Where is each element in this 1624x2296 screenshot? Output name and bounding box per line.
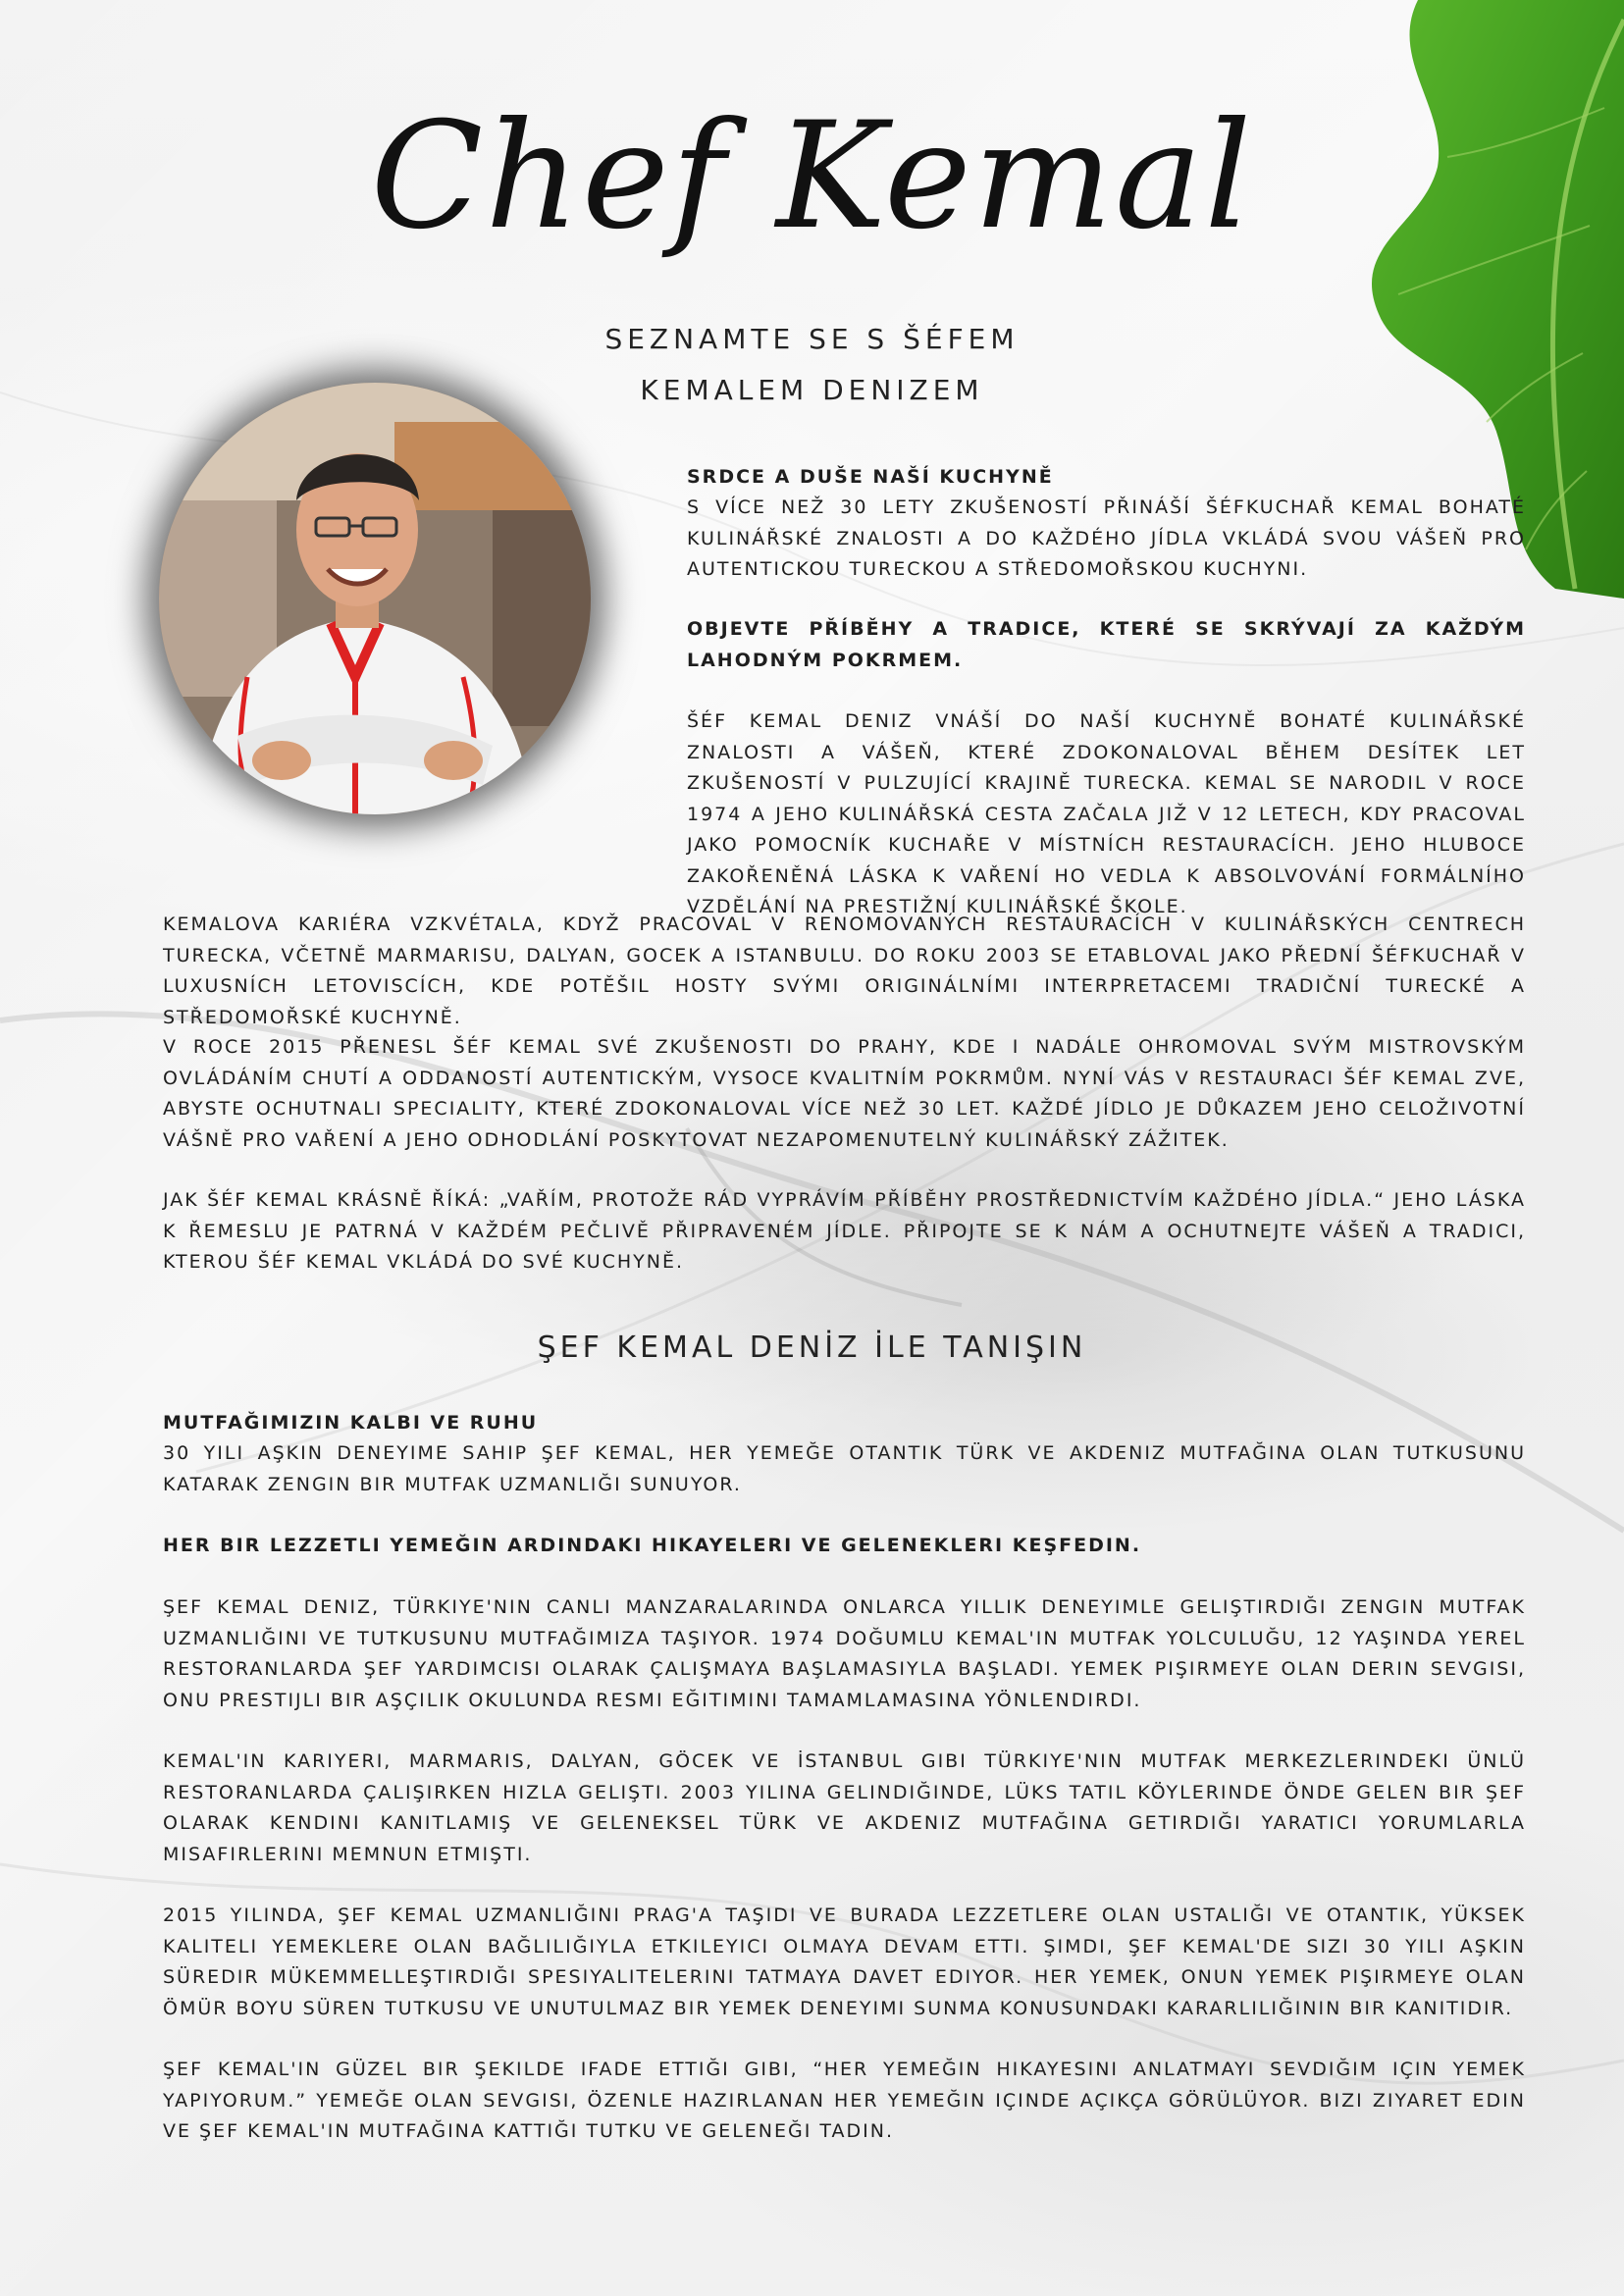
cz-subheading: SRDCE A DUŠE NAŠÍ KUCHYNĚ — [687, 466, 1054, 488]
tr-paragraph-4: ŞEF KEMAL'IN GÜZEL BIR ŞEKILDE IFADE ETTIĞI GIBI, “HER YEMEĞIN HIKAYESINI ANLATMAYI SEVDIĞIM IÇIN YEMEK YAPIYORUM.” YEMEĞE OLAN SEVGISI, ÖZENLE HAZIRLANAN HER YEMEĞIN IÇINDE AÇIKÇA GÖRÜLÜYOR. BIZI ZIYARET EDIN VE ŞEF KEMAL'IN MUTFAĞINA KATTIĞI TUTKU VE GELENEĞI TADIN. — [163, 2059, 1526, 2142]
cz-paragraph-3: V ROCE 2015 PŘENESL ŠÉF KEMAL SVÉ ZKUŠENOSTI DO PRAHY, KDE I NADÁLE OHROMOVAL SVÝM MISTROVSKÝM OVLÁDÁNÍM CHUTÍ A ODDANOSTÍ AUTENTICKÝM, VYSOCE KVALITNÍM POKRMŮM. NYNÍ VÁS V RESTAURACI ŠÉF KEMAL ZVE, ABYSTE OCHUTNALI SPECIALITY, KTERÉ ZDOKONALOVAL VÍCE NEŽ 30 LET. KAŽDÉ JÍDLO JE DŮKAZEM JEHO CELOŽIVOTNÍ VÁŠNĚ PRO VAŘENÍ A JEHO ODHODLÁNÍ POSKYTOVAT NEZAPOMENUTELNÝ KULINÁŘSKÝ ZÁŽITEK. — [163, 1036, 1526, 1151]
page-title: Chef Kemal — [370, 91, 1254, 262]
cz-paragraph-1: ŠÉF KEMAL DENIZ VNÁŠÍ DO NAŠÍ KUCHYNĚ BOHATÉ KULINÁŘSKÉ ZNALOSTI A VÁŠEŇ, KTERÉ ZDOKONALOVAL BĚHEM DESÍTEK LET ZKUŠENOSTÍ V PULZUJÍCÍ KRAJINĚ TURECKA. KEMAL SE NARODIL V ROCE 1974 A JEHO KULINÁŘSKÁ CESTA ZAČALA JIŽ V 12 LETECH, KDY PRACOVAL JAKO POMOCNÍK KUCHAŘE V MÍSTNÍCH RESTAURACÍCH. JEHO HLUBOCE ZAKOŘENĚNÁ LÁSKA K VAŘENÍ HO VEDLA K ABSOLVOVÁNÍ FORMÁLNÍHO VZDĚLÁNÍ NA PRESTIŽNÍ KULINÁŘSKÉ ŠKOLE. — [687, 710, 1526, 917]
cz-tagline: OBJEVTE PŘÍBĚHY A TRADICE, KTERÉ SE SKRÝVAJÍ ZA KAŽDÝM LAHODNÝM POKRMEM. — [687, 618, 1526, 671]
cz-heading-line-1: SEZNAMTE SE S ŠÉFEM — [604, 323, 1020, 355]
tr-paragraph-2: KEMAL'IN KARIYERI, MARMARIS, DALYAN, GÖCEK VE İSTANBUL GIBI TÜRKIYE'NIN MUTFAK MERKEZLERINDEKI ÜNLÜ RESTORANLARDA ÇALIŞIRKEN HIZLA GELIŞTI. 2003 YILINA GELINDIĞINDE, LÜKS TATIL KÖYLERINDE ÖNDE GELEN BIR ŞEF OLARAK KENDINI KANITLAMIŞ VE GELENEKSEL TÜRK VE AKDENIZ MUTFAĞINA GETIRDIĞI YARATICI YORUMLARLA MISAFIRLERINI MEMNUN ETMIŞTI. — [163, 1750, 1526, 1865]
tr-paragraph-1: ŞEF KEMAL DENIZ, TÜRKIYE'NIN CANLI MANZARALARINDA ONLARCA YILLIK DENEYIMLE GELIŞTIRDIĞI ZENGIN MUTFAK UZMANLIĞINI VE TUTKUSUNU MUTFAĞIMIZA TAŞIYOR. 1974 DOĞUMLU KEMAL'IN MUTFAK YOLCULUĞU, 12 YAŞINDA YEREL RESTORANLARDA ŞEF YARDIMCISI OLARAK ÇALIŞMAYA BAŞLAMASIYLA BAŞLADI. YEMEK PIŞIRMEYE OLAN DERIN SEVGISI, ONU PRESTIJLI BIR AŞÇILIK OKULUNDA RESMI EĞITIMINI TAMAMLAMASINA YÖNLENDIRDI. — [163, 1596, 1526, 1711]
cz-intro: S VÍCE NEŽ 30 LETY ZKUŠENOSTÍ PŘINÁŠÍ ŠÉFKUCHAŘ KEMAL BOHATÉ KULINÁŘSKÉ ZNALOSTI A DO KAŽDÉHO JÍDLA VKLÁDÁ SVOU VÁŠEŇ PRO AUTENTICKOU TURECKOU A STŘEDOMOŘSKOU KUCHYNI. — [687, 496, 1526, 580]
cz-paragraph-4: JAK ŠÉF KEMAL KRÁSNĚ ŘÍKÁ: „VAŘÍM, PROTOŽE RÁD VYPRÁVÍM PŘÍBĚHY PROSTŘEDNICTVÍM KAŽDÉHO JÍDLA.“ JEHO LÁSKA K ŘEMESLU JE PATRNÁ V KAŽDÉM PEČLIVĚ PŘIPRAVENÉM JÍDLE. PŘIPOJTE SE K NÁM A OCHUTNEJTE VÁŠEŇ A TRADICI, KTEROU ŠÉF KEMAL VKLÁDÁ DO SVÉ KUCHYNĚ. — [163, 1189, 1526, 1273]
tr-paragraph-3: 2015 YILINDA, ŞEF KEMAL UZMANLIĞINI PRAG'A TAŞIDI VE BURADA LEZZETLERE OLAN USTALIĞI VE OTANTIK, YÜKSEK KALITELI YEMEKLERE OLAN BAĞLILIĞIYLA ETKILEYICI OLMAYA DEVAM ETTI. ŞIMDI, ŞEF KEMAL'DE SIZI 30 YILI AŞKIN SÜREDIR MÜKEMMELLEŞTIRDIĞI SPESIYALITELERINI TATMAYA DAVET EDIYOR. HER YEMEK, ONUN YEMEK PIŞIRMEYE OLAN ÖMÜR BOYU SÜREN TUTKUSU VE UNUTULMAZ BIR YEMEK DENEYIMI SUNMA KONUSUNDAKI KARARLILIĞININ BIR KANITIDIR. — [163, 1905, 1526, 2019]
cz-heading-line-2: KEMALEM DENIZEM — [640, 374, 984, 406]
tr-section-heading: ŞEF KEMAL DENİZ İLE TANIŞIN — [537, 1331, 1087, 1365]
tr-tagline: HER BIR LEZZETLI YEMEĞIN ARDINDAKI HIKAYELERI VE GELENEKLERI KEŞFEDIN. — [163, 1535, 1142, 1556]
tr-intro: 30 YILI AŞKIN DENEYIME SAHIP ŞEF KEMAL, HER YEMEĞE OTANTIK TÜRK VE AKDENIZ MUTFAĞINA OLAN TUTKUSUNU KATARAK ZENGIN BIR MUTFAK UZMANLIĞI SUNUYOR. — [163, 1442, 1526, 1495]
chef-portrait — [159, 383, 591, 814]
tr-subheading: MUTFAĞIMIZIN KALBI VE RUHU — [163, 1412, 539, 1434]
cz-section-heading — [0, 314, 1624, 416]
cz-paragraph-2: KEMALOVA KARIÉRA VZKVÉTALA, KDYŽ PRACOVAL V RENOMOVANÝCH RESTAURACÍCH V KULINÁŘSKÝCH CENTRECH TURECKA, VČETNĚ MARMARISU, DALYAN, GOCEK A ISTANBULU. DO ROKU 2003 SE ETABLOVAL JAKO PŘEDNÍ ŠÉFKUCHAŘ V LUXUSNÍCH LETOVISCÍCH, KDE POTĚŠIL HOSTY SVÝMI ORIGINÁLNÍMI INTERPRETACEMI TRADIČNÍ TURECKÉ A STŘEDOMOŘSKÉ KUCHYNĚ. — [163, 913, 1526, 1028]
chef-portrait-icon — [159, 383, 591, 814]
